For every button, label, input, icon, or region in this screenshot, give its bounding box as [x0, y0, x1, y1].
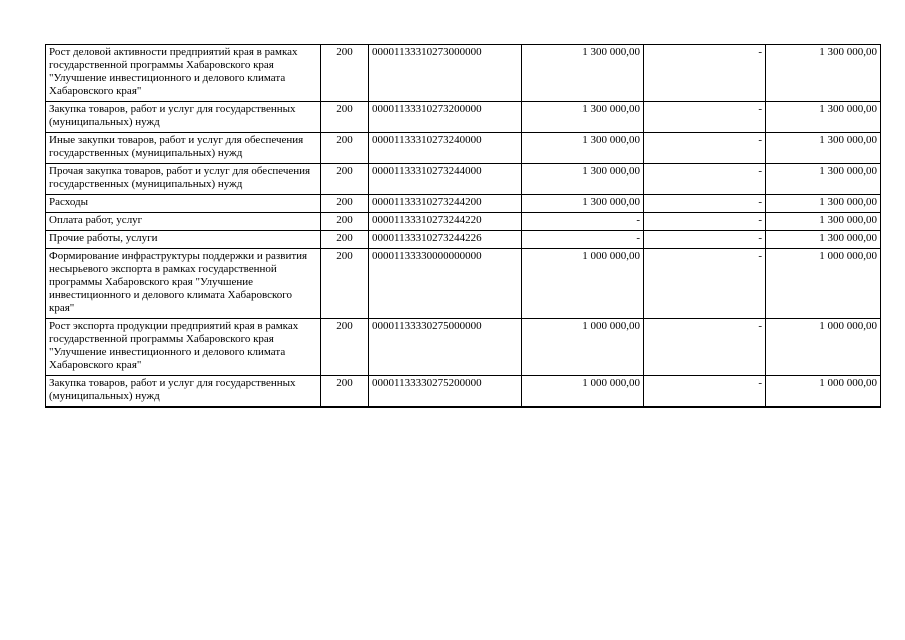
row-line-code: 200	[321, 45, 369, 102]
row-line-code: 200	[321, 319, 369, 376]
row-approved-amount: 1 300 000,00	[522, 195, 644, 213]
row-line-code: 200	[321, 195, 369, 213]
row-name: Прочие работы, услуги	[46, 231, 321, 249]
row-name: Прочая закупка товаров, работ и услуг для обеспечения государственных (муниципальных) нужд	[46, 164, 321, 195]
row-approved-amount: 1 300 000,00	[522, 164, 644, 195]
row-executed-amount: -	[644, 195, 766, 213]
table-row	[46, 45, 881, 102]
row-name: Закупка товаров, работ и услуг для государственных (муниципальных) нужд	[46, 102, 321, 133]
row-classification-code: 00001133310273240000	[369, 133, 522, 164]
row-unexecuted-amount: 1 300 000,00	[766, 133, 881, 164]
row-name: Иные закупки товаров, работ и услуг для обеспечения государственных (муниципальных) нужд	[46, 133, 321, 164]
row-approved-amount: -	[522, 213, 644, 231]
row-approved-amount: 1 000 000,00	[522, 376, 644, 408]
row-executed-amount: -	[644, 102, 766, 133]
row-line-code: 200	[321, 102, 369, 133]
row-name: Закупка товаров, работ и услуг для государственных (муниципальных) нужд	[46, 376, 321, 408]
row-executed-amount: -	[644, 376, 766, 408]
row-name: Оплата работ, услуг	[46, 213, 321, 231]
row-approved-amount: -	[522, 231, 644, 249]
row-classification-code: 00001133310273000000	[369, 45, 522, 102]
row-line-code: 200	[321, 133, 369, 164]
row-approved-amount: 1 300 000,00	[522, 45, 644, 102]
row-line-code: 200	[321, 249, 369, 319]
row-unexecuted-amount: 1 300 000,00	[766, 102, 881, 133]
table-row	[46, 164, 881, 195]
row-unexecuted-amount: 1 300 000,00	[766, 213, 881, 231]
row-executed-amount: -	[644, 133, 766, 164]
table-row	[46, 376, 881, 408]
row-classification-code: 00001133330275000000	[369, 319, 522, 376]
row-unexecuted-amount: 1 000 000,00	[766, 376, 881, 408]
row-approved-amount: 1 000 000,00	[522, 249, 644, 319]
row-name: Расходы	[46, 195, 321, 213]
row-unexecuted-amount: 1 000 000,00	[766, 249, 881, 319]
row-classification-code: 00001133330000000000	[369, 249, 522, 319]
row-name: Формирование инфраструктуры поддержки и развития несырьевого экспорта в рамках государственной программы Хабаровского края "Улучшение инвестиционного и делового климата Хабаровского края"	[46, 249, 321, 319]
table-row	[46, 195, 881, 213]
row-executed-amount: -	[644, 249, 766, 319]
row-classification-code: 00001133310273244220	[369, 213, 522, 231]
table-row	[46, 249, 881, 319]
row-unexecuted-amount: 1 000 000,00	[766, 319, 881, 376]
row-classification-code: 00001133310273200000	[369, 102, 522, 133]
table-row	[46, 213, 881, 231]
row-unexecuted-amount: 1 300 000,00	[766, 45, 881, 102]
row-executed-amount: -	[644, 164, 766, 195]
table-row	[46, 102, 881, 133]
row-line-code: 200	[321, 231, 369, 249]
row-unexecuted-amount: 1 300 000,00	[766, 195, 881, 213]
table-row	[46, 133, 881, 164]
budget-table	[45, 44, 881, 408]
row-approved-amount: 1 300 000,00	[522, 102, 644, 133]
row-classification-code: 00001133310273244200	[369, 195, 522, 213]
row-executed-amount: -	[644, 213, 766, 231]
table-row	[46, 319, 881, 376]
row-line-code: 200	[321, 376, 369, 408]
row-name: Рост экспорта продукции предприятий края в рамках государственной программы Хабаровского края "Улучшение инвестиционного и делового климата Хабаровского края"	[46, 319, 321, 376]
row-line-code: 200	[321, 164, 369, 195]
row-executed-amount: -	[644, 319, 766, 376]
row-executed-amount: -	[644, 231, 766, 249]
row-unexecuted-amount: 1 300 000,00	[766, 164, 881, 195]
row-line-code: 200	[321, 213, 369, 231]
row-approved-amount: 1 300 000,00	[522, 133, 644, 164]
table-row	[46, 231, 881, 249]
row-classification-code: 00001133310273244226	[369, 231, 522, 249]
row-classification-code: 00001133310273244000	[369, 164, 522, 195]
row-approved-amount: 1 000 000,00	[522, 319, 644, 376]
row-executed-amount: -	[644, 45, 766, 102]
row-unexecuted-amount: 1 300 000,00	[766, 231, 881, 249]
row-classification-code: 00001133330275200000	[369, 376, 522, 408]
row-name: Рост деловой активности предприятий края в рамках государственной программы Хабаровского края "Улучшение инвестиционного и делового климата Хабаровского края"	[46, 45, 321, 102]
